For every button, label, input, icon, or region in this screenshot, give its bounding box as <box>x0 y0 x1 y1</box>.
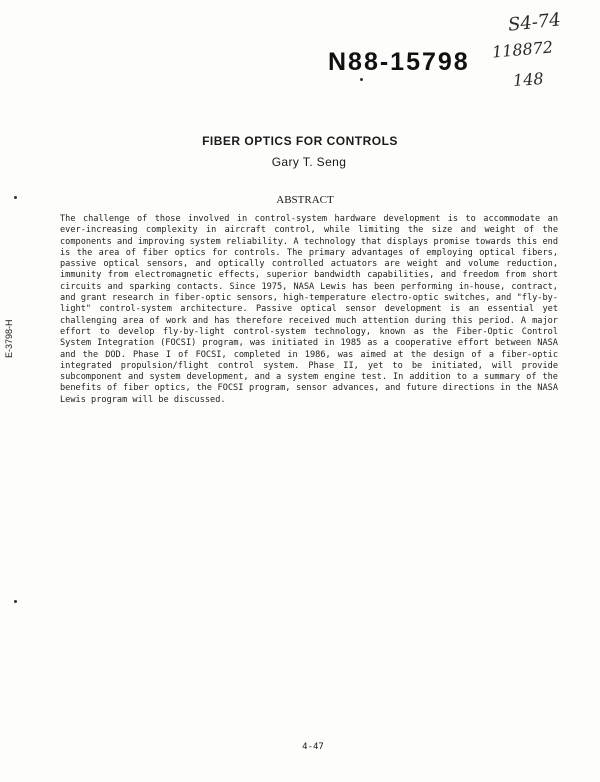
abstract-heading: ABSTRACT <box>276 194 334 206</box>
report-number: N88-15798 <box>328 48 470 76</box>
handwritten-note-2: 118872 <box>491 37 554 62</box>
abstract-text: The challenge of those involved in control-system hardware development is to accommodate an ever-increasing complexity in aircraft control, while limiting the size and weight of the components and improving system reliability. A technology that displays promise towards this end is the area of fiber optics for controls. The primary advantages of employing optical fibers, passive optical sensors, and optically controlled actuators are weight and volume reduction, immunity from electromagnetic effects, superior bandwidth capabilities, and freedom from short circuits and sparking contacts. Since 1975, NASA Lewis has been performing in-house, contract, and grant research in fiber-optic sensors, high-temperature electro-optic switches, and "fly-by-light" control-system architecture. Passive optical sensor development is an essential yet challenging area of work and has therefore received much attention during this period. A major effort to develop fly-by-light control-system technology, known as the Fiber-Optic Control System Integration (FOCSI) program, was initiated in 1985 as a cooperative effort between NASA and the DOD. Phase I of FOCSI, completed in 1986, was aimed at the design of a fiber-optic integrated propulsion/flight control system. Phase II, yet to be initiated, will provide subcomponent and system development, and a system engine test. In addition to a summary of the benefits of fiber optics, the FOCSI program, sensor advances, and future directions in the NASA Lewis program will be discussed. <box>60 214 558 405</box>
handwritten-note-1: S4-74 <box>507 9 562 36</box>
side-label: E-3798-H <box>4 319 14 358</box>
scan-mark <box>14 600 17 603</box>
scan-mark <box>360 78 363 81</box>
author-name: Gary T. Seng <box>271 155 347 169</box>
handwritten-note-3: 148 <box>512 68 545 91</box>
page-number: 4-47 <box>302 742 324 752</box>
scan-mark <box>14 196 17 199</box>
document-title: FIBER OPTICS FOR CONTROLS <box>202 134 398 148</box>
